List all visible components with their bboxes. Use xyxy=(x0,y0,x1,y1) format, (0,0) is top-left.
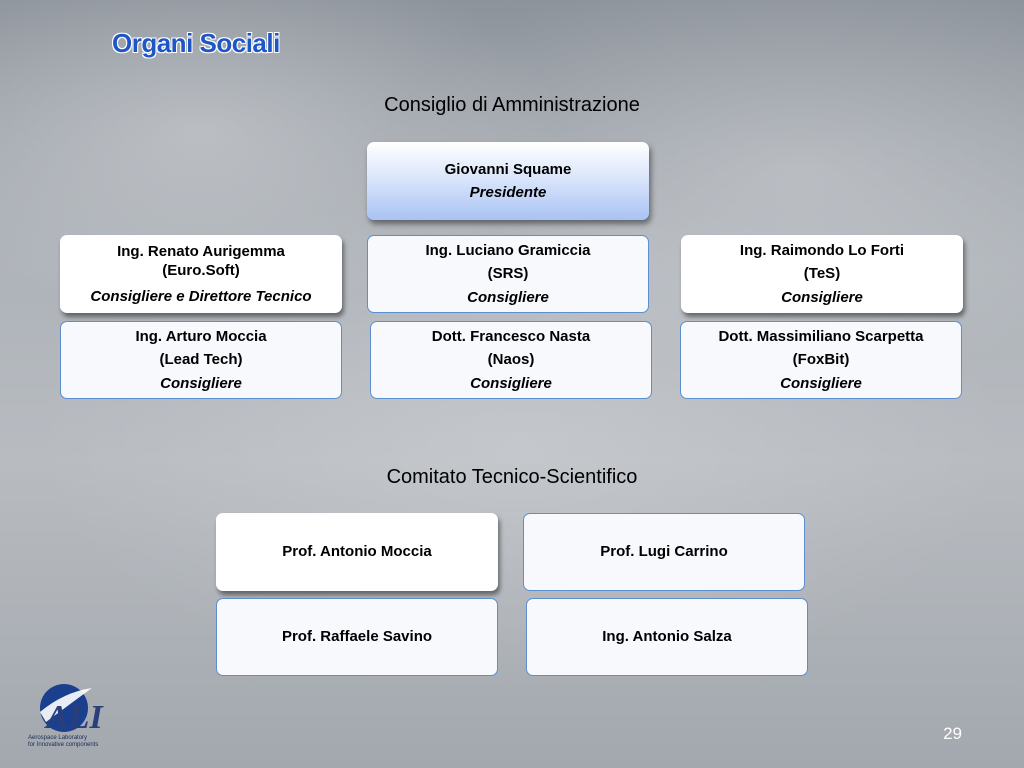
committee-member-box xyxy=(216,598,498,676)
member-name: Dott. Massimiliano Scarpetta xyxy=(718,328,924,346)
member-company: (FoxBit) xyxy=(792,351,850,369)
member-company: (Euro.Soft) xyxy=(162,261,240,279)
member-name: Ing. Renato Aurigemma xyxy=(117,242,285,260)
board-member-box xyxy=(60,321,342,399)
member-name: Dott. Francesco Nasta xyxy=(431,328,591,346)
member-name: Ing. Luciano Gramiccia xyxy=(425,242,591,260)
member-role: Consigliere xyxy=(470,374,552,392)
member-company: (SRS) xyxy=(487,265,529,283)
slide-title: Organi Sociali xyxy=(112,28,280,58)
board-member-box xyxy=(680,321,962,399)
committee-member-name: Prof. Raffaele Savino xyxy=(281,628,433,646)
member-role: Consigliere xyxy=(781,288,863,306)
member-company: (TeS) xyxy=(803,265,841,283)
committee-member-box xyxy=(523,513,805,591)
member-name: Ing. Raimondo Lo Forti xyxy=(739,242,905,260)
page-number: 29 xyxy=(943,724,962,743)
president-role: Presidente xyxy=(469,184,547,201)
committee-member-name: Ing. Antonio Salza xyxy=(602,628,732,646)
member-company: (Naos) xyxy=(487,351,535,369)
member-company: (Lead Tech) xyxy=(159,351,243,369)
logo-caption-line1: Aerospace Laboratory xyxy=(28,735,88,741)
board-member-box xyxy=(681,235,963,313)
president-name: Giovanni Squame xyxy=(444,160,572,178)
logo-caption-line2: for Innovative components xyxy=(28,742,99,748)
committee-member-name: Prof. Lugi Carrino xyxy=(600,543,728,561)
logo-text: ALI xyxy=(46,699,103,736)
board-member-box xyxy=(370,321,652,399)
board-member-box xyxy=(367,235,649,313)
member-role: Consigliere xyxy=(160,374,242,392)
committee-member-name: Prof. Antonio Moccia xyxy=(282,543,432,561)
president-box xyxy=(367,142,649,220)
board-member-box xyxy=(60,235,342,313)
member-role: Consigliere e Direttore Tecnico xyxy=(90,288,312,306)
board-heading: Consiglio di Amministrazione xyxy=(384,94,640,116)
member-role: Consigliere xyxy=(780,374,862,392)
committee-member-box xyxy=(216,513,498,591)
committee-member-box xyxy=(526,598,808,676)
logo-caption xyxy=(28,735,118,749)
member-role: Consigliere xyxy=(467,288,549,306)
member-name: Ing. Arturo Moccia xyxy=(135,328,267,346)
committee-heading: Comitato Tecnico-Scientifico xyxy=(386,466,638,488)
